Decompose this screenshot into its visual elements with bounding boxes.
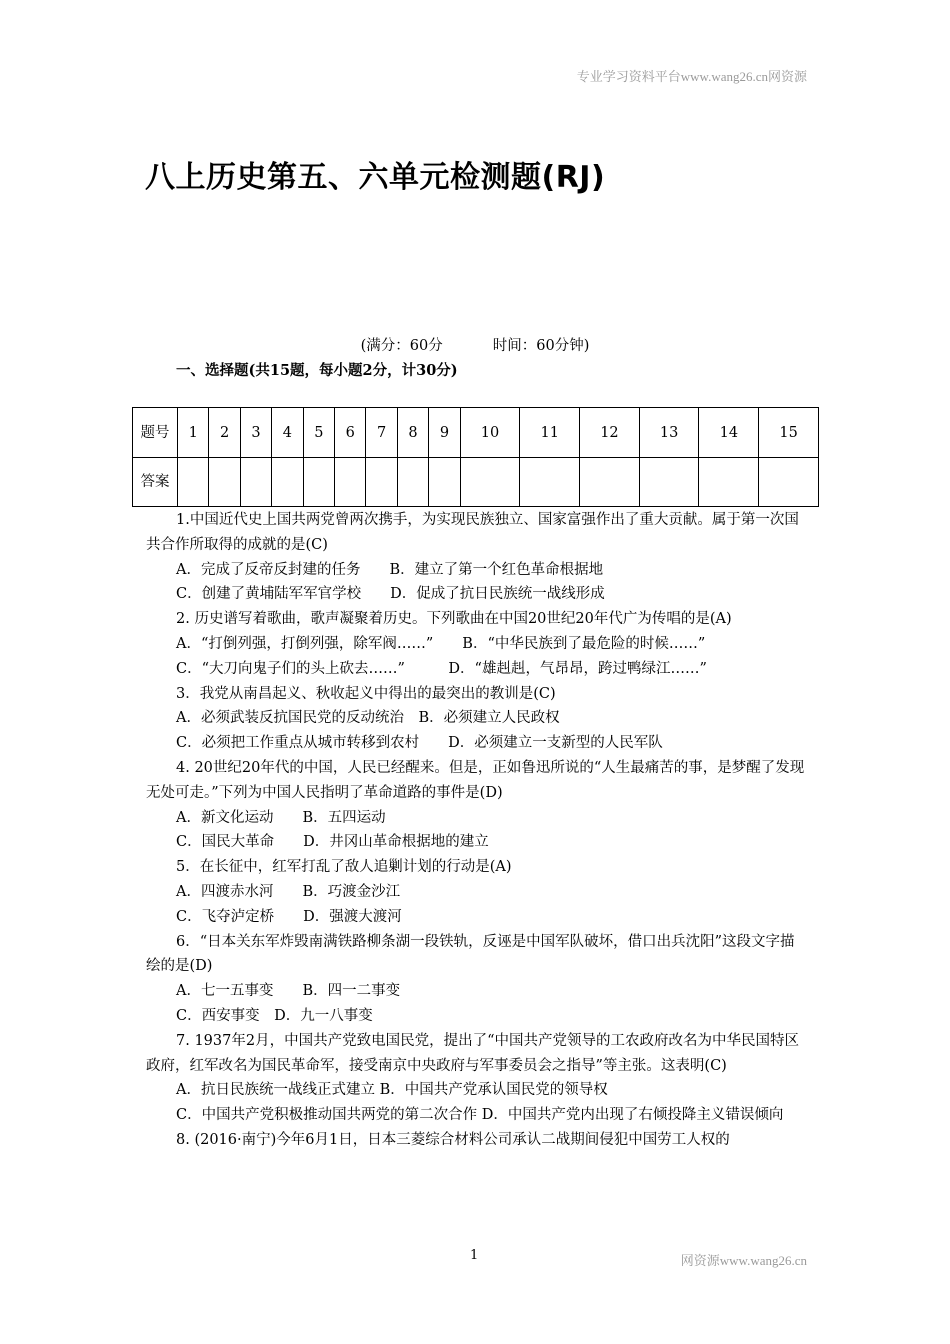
- question-5-stem: 5．在长征中，红军打乱了敌人追剿计划的行动是(A): [176, 859, 512, 876]
- time-info: 时间：60分钟): [492, 338, 590, 354]
- question-number-cell: 6: [335, 408, 366, 458]
- question-6-options-cd: C．西安事变 D．九一八事变: [176, 1007, 373, 1024]
- answer-cell[interactable]: [699, 458, 759, 507]
- question-number-cell: 10: [460, 408, 520, 458]
- question-4-options-ab: A．新文化运动 B．五四运动: [176, 809, 386, 826]
- question-6-options-ab: A．七一五事变 B．四一二事变: [176, 983, 401, 1000]
- page-number: 1: [470, 1248, 479, 1263]
- question-6-stem: 6．“日本关东军炸毁南满铁路柳条湖一段铁轨，反诬是中国军队破坏，借口出兵沈阳”这段文字描绘的是(D): [146, 933, 795, 975]
- answer-cell[interactable]: [397, 458, 428, 507]
- row-label-question: 题号: [133, 408, 178, 458]
- question-3-options-ab: A．必须武装反抗国民党的反动统治 B．必须建立人民政权: [176, 710, 560, 727]
- answer-cell[interactable]: [639, 458, 699, 507]
- answer-cell[interactable]: [209, 458, 240, 507]
- question-1-stem: 1.中国近代史上国共两党曾两次携手，为实现民族独立、国家富强作出了重大贡献。属于第一次国共合作所取得的成就的是(C): [146, 512, 799, 553]
- question-number-cell: 1: [178, 408, 209, 458]
- question-1-options-cd: C．创建了黄埔陆军军官学校 D．促成了抗日民族统一战线形成: [176, 586, 605, 603]
- question-4-options-cd: C．国民大革命 D．井冈山革命根据地的建立: [176, 834, 489, 851]
- answer-cell[interactable]: [520, 458, 580, 507]
- question-5-options-cd: C．飞夺泸定桥 D．强渡大渡河: [176, 908, 402, 925]
- question-3-options-cd: C．必须把工作重点从城市转移到农村 D．必须建立一支新型的人民军队: [176, 735, 663, 752]
- question-7-stem: 7. 1937年2月，中国共产党致电国民党，提出了“中国共产党领导的工农政府改名为中华民国特区政府，红军改名为国民革命军，接受南京中央政府与军事委员会之指导”等主张。这表明(C): [146, 1032, 799, 1074]
- answer-cell[interactable]: [303, 458, 334, 507]
- question-number-cell: 3: [240, 408, 271, 458]
- question-number-cell: 4: [272, 408, 303, 458]
- question-2-options-cd: C．“大刀向鬼子们的头上砍去……” D．“雄赳赳，气昂昂，跨过鸭绿江……”: [176, 660, 707, 677]
- question-number-cell: 12: [580, 408, 640, 458]
- question-8-stem: 8. (2016·南宁)今年6月1日，日本三菱综合材料公司承认二战期间侵犯中国劳工人权的: [176, 1131, 730, 1148]
- answer-cell[interactable]: [272, 458, 303, 507]
- exam-info: [0, 334, 950, 355]
- question-4-stem: 4. 20世纪20年代的中国，人民已经醒来。但是，正如鲁迅所说的“人生最痛苦的事，是梦醒了发现无处可走。”下列为中国人民指明了革命道路的事件是(D): [146, 759, 805, 801]
- question-number-cell: 14: [699, 408, 759, 458]
- question-number-cell: 8: [397, 408, 428, 458]
- score-info: (满分：60分: [360, 338, 443, 354]
- question-7-options-cd: C．中国共产党积极推动国共两党的第二次合作 D．中国共产党内出现了右倾投降主义错误倾向: [176, 1107, 784, 1124]
- header-watermark: 专业学习资料平台www.wang26.cn网资源: [576, 69, 807, 84]
- section-heading: 一、选择题(共15题，每小题2分，计30分): [176, 362, 458, 379]
- question-number-cell: 9: [429, 408, 460, 458]
- answer-row: [133, 458, 819, 507]
- question-5-options-ab: A．四渡赤水河 B．巧渡金沙江: [176, 883, 401, 900]
- answer-cell[interactable]: [460, 458, 520, 507]
- answer-cell[interactable]: [240, 458, 271, 507]
- answer-cell[interactable]: [178, 458, 209, 507]
- question-2-stem: 2. 历史谱写着歌曲，歌声凝聚着历史。下列歌曲在中国20世纪20年代广为传唱的是(A): [176, 611, 732, 628]
- answer-table: [132, 407, 819, 507]
- question-number-cell: 2: [209, 408, 240, 458]
- answer-cell[interactable]: [335, 458, 366, 507]
- question-7-options-ab: A．抗日民族统一战线正式建立 B．中国共产党承认国民党的领导权: [176, 1082, 608, 1099]
- question-number-row: [133, 408, 819, 458]
- row-label-answer: 答案: [133, 458, 178, 507]
- answer-cell[interactable]: [429, 458, 460, 507]
- question-number-cell: 15: [759, 408, 819, 458]
- question-number-cell: 13: [639, 408, 699, 458]
- answer-cell[interactable]: [580, 458, 640, 507]
- question-3-stem: 3．我党从南昌起义、秋收起义中得出的最突出的教训是(C): [176, 685, 556, 702]
- question-2-options-ab: A．“打倒列强，打倒列强，除军阀……” B．“中华民族到了最危险的时候……”: [176, 635, 706, 652]
- question-list: [146, 508, 808, 1153]
- question-number-cell: 5: [303, 408, 334, 458]
- footer-watermark: 网资源www.wang26.cn: [680, 1253, 807, 1268]
- answer-cell[interactable]: [759, 458, 819, 507]
- question-1-options-ab: A．完成了反帝反封建的任务 B．建立了第一个红色革命根据地: [176, 561, 604, 578]
- question-number-cell: 11: [520, 408, 580, 458]
- answer-cell[interactable]: [366, 458, 397, 507]
- question-number-cell: 7: [366, 408, 397, 458]
- page-title: 八上历史第五、六单元检测题(RJ): [145, 160, 606, 195]
